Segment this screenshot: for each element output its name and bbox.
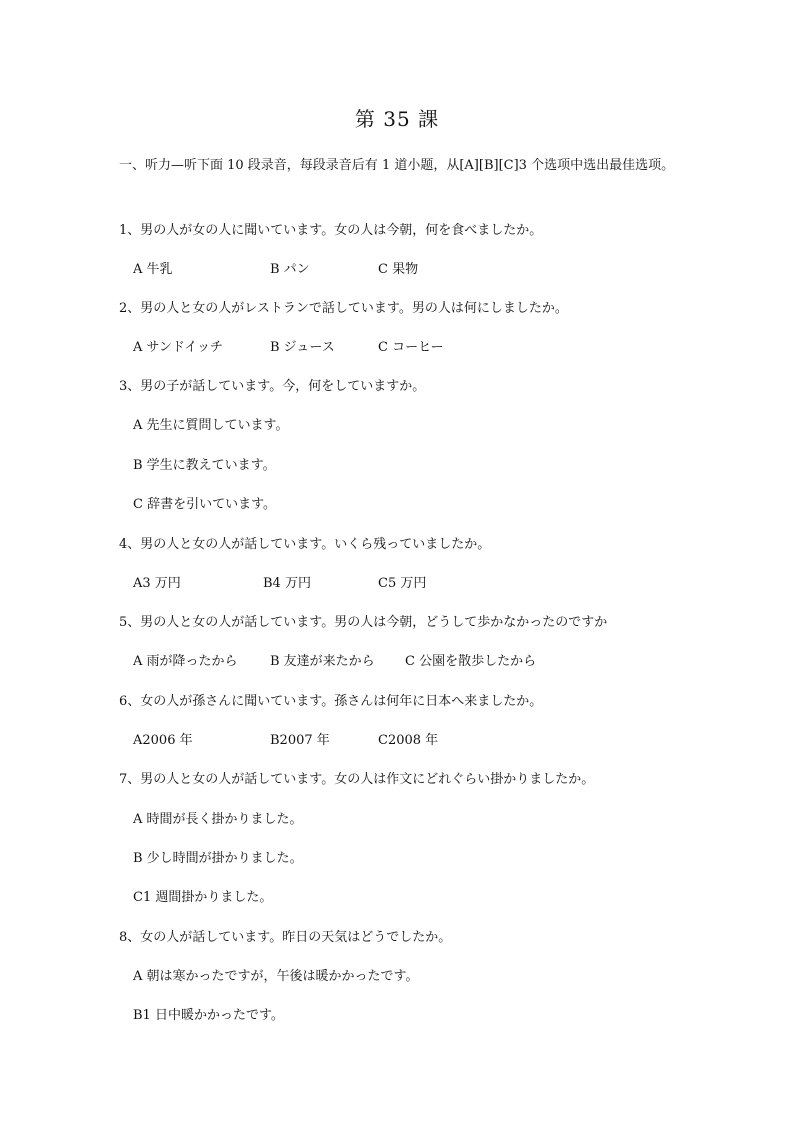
question-7: 7、男の人と女の人が話しています。女の人は作文にどれぐらい掛かりましたか。 xyxy=(119,772,595,787)
option-5b: B 友達が来たから xyxy=(270,654,375,669)
option-2c: C コーヒー xyxy=(378,340,444,355)
option-7b: B 少し時間が掛かりました。 xyxy=(133,851,303,866)
option-6c: C2008 年 xyxy=(378,733,439,748)
option-2a: A サンドイッチ xyxy=(133,340,223,355)
page-title: 第 35 課 xyxy=(354,107,440,131)
option-6a: A2006 年 xyxy=(133,733,193,748)
question-2: 2、男の人と女の人がレストランで話しています。男の人は何にしましたか。 xyxy=(119,301,568,316)
option-6b: B2007 年 xyxy=(270,733,330,748)
option-1c: C 果物 xyxy=(378,262,419,277)
option-4a: A3 万円 xyxy=(133,576,181,591)
question-5: 5、男の人と女の人が話しています。男の人は今朝，どうして歩かなかったのですか xyxy=(119,615,608,630)
option-2b: B ジュース xyxy=(270,340,335,355)
option-1b: B パン xyxy=(270,262,310,277)
question-8: 8、女の人が話しています。昨日の天気はどうでしたか。 xyxy=(119,930,452,945)
question-3: 3、男の子が話しています。今，何をしていますか。 xyxy=(119,379,426,394)
option-4c: C5 万円 xyxy=(378,576,427,591)
question-1: 1、男の人が女の人に聞いています。女の人は今朝，何を食べましたか。 xyxy=(119,223,543,238)
question-4: 4、男の人と女の人が話しています。いくら残っていましたか。 xyxy=(119,537,491,552)
option-3b: B 学生に教えています。 xyxy=(133,458,276,473)
option-8a: A 朝は寒かったですが，午後は暖かかったです。 xyxy=(133,969,419,984)
option-5c: C 公園を散歩したから xyxy=(405,654,537,669)
option-5a: A 雨が降ったから xyxy=(133,654,238,669)
option-1a: A 牛乳 xyxy=(133,262,173,277)
option-3a: A 先生に質問しています。 xyxy=(133,418,289,433)
option-7a: A 時間が長く掛かりました。 xyxy=(133,812,303,827)
option-8b: B1 日中暖かかったです。 xyxy=(133,1008,284,1023)
option-4b: B4 万円 xyxy=(263,576,311,591)
question-6: 6、女の人が孫さんに聞いています。孫さんは何年に日本へ来ましたか。 xyxy=(119,694,543,709)
option-3c: C 辞書を引いています。 xyxy=(133,497,277,512)
option-7c: C1 週間掛かりました。 xyxy=(133,890,273,905)
instruction-text: 一、听力—听下面 10 段录音，每段录音后有 1 道小题，从[A][B][C]3 个选项中选出最佳选项。 xyxy=(119,158,675,173)
